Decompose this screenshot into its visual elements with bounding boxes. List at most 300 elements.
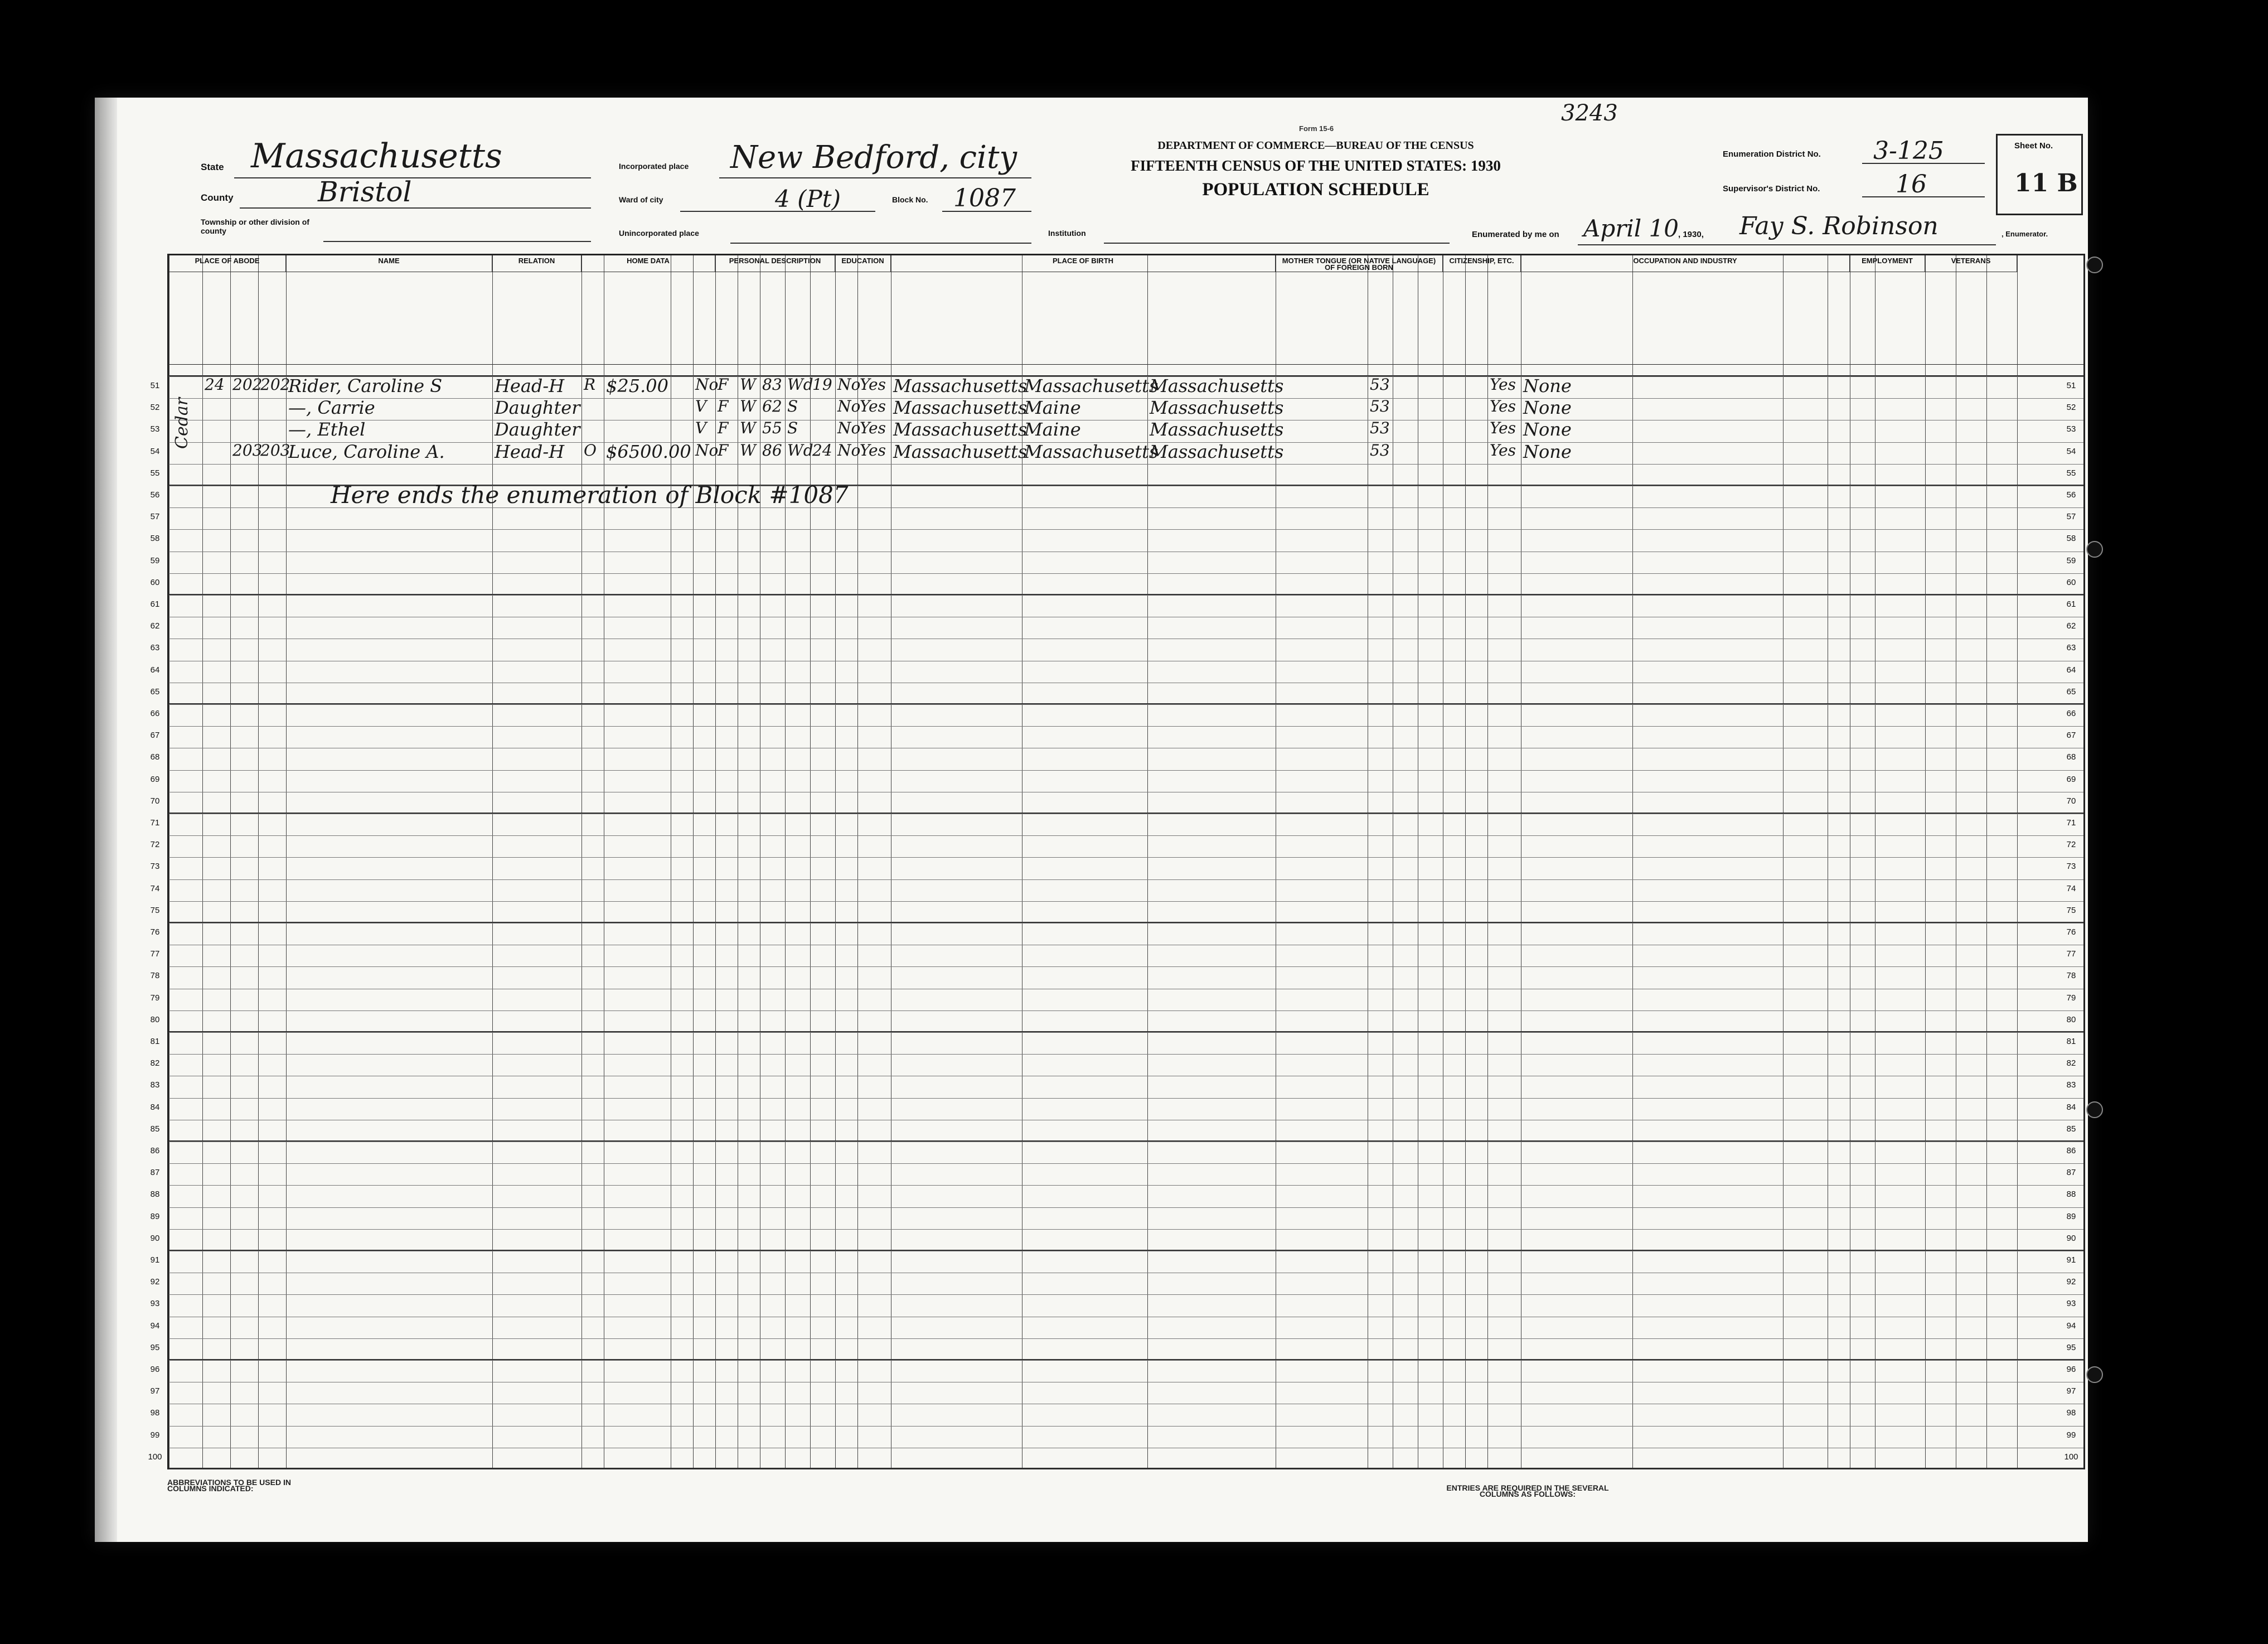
line-number: 59	[2066, 555, 2076, 565]
table-row	[169, 1317, 2083, 1338]
line-number: 65	[150, 686, 160, 697]
table-row	[169, 1032, 2083, 1054]
cell-read: Yes	[860, 441, 886, 460]
table-row	[169, 1294, 2083, 1316]
line-number: 60	[150, 577, 160, 587]
column-number	[1443, 365, 1465, 376]
cell-name: Luce, Caroline A.	[288, 441, 445, 462]
line-number: 58	[150, 534, 160, 544]
enum-district-label: Enumeration District No.	[1723, 149, 1821, 159]
line-number: 85	[2066, 1124, 2076, 1134]
cell-school: No	[837, 375, 861, 394]
form-number: Form 15-6	[1299, 124, 1334, 133]
table-row	[169, 1382, 2083, 1404]
table-row	[169, 1185, 2083, 1207]
line-number: 71	[150, 818, 160, 828]
cell-occupation: None	[1523, 397, 1572, 419]
column-number	[1147, 365, 1276, 376]
cell-read: Yes	[860, 397, 886, 416]
cell-race: W	[740, 419, 756, 438]
cell-sex: F	[718, 375, 729, 394]
column-number	[835, 365, 857, 376]
line-number: 67	[2066, 731, 2076, 741]
enumerator-name: Fay S. Robinson	[1739, 212, 1939, 240]
cell-english: Yes	[1490, 419, 1516, 438]
line-number: 51	[2066, 381, 2076, 390]
line-number: 93	[150, 1299, 160, 1309]
cell-birth: Massachusetts	[893, 441, 1028, 462]
column-number	[1022, 365, 1147, 376]
cell-age: 55	[762, 419, 782, 438]
column-group-heading: CITIZENSHIP, ETC.	[1443, 255, 1521, 272]
line-number: 90	[150, 1233, 160, 1243]
supervisor-label: Supervisor's District No.	[1723, 184, 1820, 194]
column-number	[230, 365, 258, 376]
line-number: 74	[150, 883, 160, 893]
cell-birth: Massachusetts	[893, 397, 1028, 419]
column-number	[738, 365, 760, 376]
column-number	[857, 365, 891, 376]
column-number	[1521, 365, 1632, 376]
line-number: 59	[150, 555, 160, 565]
table-row	[169, 683, 2083, 704]
line-number: 80	[2066, 1014, 2076, 1024]
line-number: 57	[2066, 512, 2076, 522]
cell-mother-birth: Massachusetts	[1150, 375, 1284, 397]
line-number: 92	[150, 1277, 160, 1287]
line-number: 63	[150, 643, 160, 653]
line-number: 99	[2066, 1430, 2076, 1440]
table-row	[169, 1076, 2083, 1097]
line-number: 63	[2066, 643, 2076, 653]
table-row	[169, 901, 2083, 923]
cell-sex: F	[718, 419, 729, 438]
table-row	[169, 1404, 2083, 1425]
table-row	[169, 420, 2083, 442]
township-label: Township or other division of county	[201, 217, 309, 235]
table-row	[169, 1010, 2083, 1032]
census-title: FIFTEENTH CENSUS OF THE UNITED STATES: 1930	[1131, 157, 1501, 174]
line-number: 88	[150, 1190, 160, 1200]
cell-read: Yes	[860, 419, 886, 438]
line-number: 53	[2066, 424, 2076, 434]
table-row	[169, 1054, 2083, 1076]
table-row	[169, 1120, 2083, 1142]
cell-birth: Massachusetts	[893, 375, 1028, 397]
unincorporated-label: Unincorporated place	[619, 229, 699, 238]
column-group-heading: EDUCATION	[835, 255, 891, 272]
column-group-heading: PERSONAL DESCRIPTION	[715, 255, 835, 272]
column-number	[1783, 365, 1828, 376]
table-row	[169, 1251, 2083, 1273]
cell-mother-birth: Massachusetts	[1150, 397, 1284, 419]
cell-house: 24	[205, 375, 225, 394]
cell-family: 202	[260, 375, 290, 394]
cell-relation: Head-H	[495, 375, 565, 397]
cell-dwelling: 202	[232, 375, 263, 394]
table-row	[169, 1163, 2083, 1185]
cell-marital: Wd	[787, 441, 813, 460]
table-row	[169, 792, 2083, 814]
line-number: 100	[148, 1452, 162, 1462]
table-row	[169, 595, 2083, 617]
column-number	[169, 365, 202, 376]
cell-race: W	[740, 375, 756, 394]
column-number	[286, 365, 492, 376]
column-group-heading: OCCUPATION AND INDUSTRY	[1521, 255, 1850, 272]
column-number	[891, 365, 1022, 376]
column-number	[1487, 365, 1521, 376]
table-row	[169, 639, 2083, 660]
table-row	[169, 1448, 2083, 1469]
line-number: 62	[2066, 621, 2076, 631]
table-row	[169, 1229, 2083, 1251]
line-number: 96	[2066, 1365, 2076, 1374]
cell-name: —, Carrie	[288, 397, 375, 419]
cell-relation: Daughter	[495, 397, 580, 419]
column-number	[1368, 365, 1393, 376]
table-row	[169, 1142, 2083, 1163]
table-row	[169, 1273, 2083, 1294]
column-number	[492, 365, 581, 376]
cell-english: Yes	[1490, 397, 1516, 416]
enumerated-label: Enumerated by me on	[1472, 230, 1559, 239]
column-number	[1875, 365, 1925, 376]
sheet-box	[1996, 134, 2083, 215]
cell-street-name: Cedar	[172, 397, 192, 449]
cell-school: No	[837, 441, 861, 460]
cell-birth: Massachusetts	[893, 419, 1028, 441]
table-row	[169, 1360, 2083, 1382]
stamp-number: 3243	[1561, 100, 1618, 126]
cell-family: 203	[260, 441, 290, 460]
line-number: 68	[150, 752, 160, 762]
table-row	[169, 704, 2083, 726]
line-number: 56	[2066, 490, 2076, 500]
binder-hole	[2086, 541, 2103, 558]
cell-race: W	[740, 441, 756, 460]
line-number: 70	[2066, 796, 2076, 806]
cell-english: Yes	[1490, 375, 1516, 394]
table-row	[169, 573, 2083, 595]
line-number: 54	[150, 446, 160, 456]
line-number: 72	[150, 840, 160, 850]
cell-value: $25.00	[606, 375, 668, 397]
cell-age-marr: 24	[812, 441, 832, 460]
line-number: 78	[2066, 971, 2076, 981]
enumerated-year: , 1930,	[1678, 230, 1704, 239]
cell-value: $6500.00	[606, 441, 691, 462]
line-number: 52	[2066, 403, 2076, 413]
column-number	[1276, 365, 1368, 376]
line-number: 91	[2066, 1255, 2076, 1265]
block-value: 1087	[953, 184, 1016, 212]
line-number: 89	[150, 1211, 160, 1221]
column-number	[785, 365, 810, 376]
state-label: State	[201, 162, 224, 172]
line-number: 62	[150, 621, 160, 631]
column-number	[1850, 365, 1875, 376]
cell-age: 86	[762, 441, 782, 460]
column-number	[258, 365, 286, 376]
line-number: 64	[150, 665, 160, 675]
line-number: 55	[2066, 468, 2076, 478]
column-number	[581, 365, 604, 376]
line-number: 79	[150, 993, 160, 1003]
line-number: 75	[2066, 905, 2076, 915]
line-number: 75	[150, 905, 160, 915]
schedule-title: POPULATION SCHEDULE	[1202, 180, 1429, 200]
table-row	[169, 966, 2083, 988]
sheet-value: 11 B	[2014, 169, 2078, 197]
table-row	[169, 923, 2083, 945]
binder-hole	[2086, 257, 2103, 273]
line-number: 94	[150, 1321, 160, 1331]
column-number	[604, 365, 671, 376]
line-number: 65	[2066, 686, 2076, 697]
line-number: 76	[2066, 927, 2076, 937]
cell-mother-birth: Massachusetts	[1150, 419, 1284, 441]
cell-occupation: None	[1523, 441, 1572, 462]
line-number: 93	[2066, 1299, 2076, 1309]
department-title: DEPARTMENT OF COMMERCE—BUREAU OF THE CENSUS	[1157, 139, 1474, 152]
cell-father-birth: Massachusetts	[1024, 375, 1159, 397]
line-number: 61	[150, 599, 160, 609]
line-number: 70	[150, 796, 160, 806]
column-number	[810, 365, 835, 376]
table-row	[169, 552, 2083, 573]
column-group-heading: RELATION	[492, 255, 581, 272]
cell-code: 53	[1370, 375, 1390, 394]
sheet-footer	[167, 1475, 2085, 1531]
line-number: 69	[2066, 774, 2076, 784]
table-row	[169, 835, 2083, 857]
cell-farm: No	[695, 375, 719, 394]
cell-farm: No	[695, 441, 719, 460]
line-number: 82	[2066, 1058, 2076, 1068]
cell-mother-birth: Massachusetts	[1150, 441, 1284, 462]
cell-sex: F	[718, 397, 729, 416]
line-number: 64	[2066, 665, 2076, 675]
sheet-label: Sheet No.	[2014, 141, 2053, 151]
binder-hole	[2086, 1366, 2103, 1383]
table-row	[169, 814, 2083, 835]
enumerator-suffix: , Enumerator.	[2002, 230, 2048, 238]
table-row	[169, 945, 2083, 966]
line-number: 73	[150, 862, 160, 872]
line-number: 67	[150, 731, 160, 741]
cell-code: 53	[1370, 419, 1390, 438]
line-number: 84	[2066, 1102, 2076, 1112]
cell-relation: Daughter	[495, 419, 580, 441]
line-number: 84	[150, 1102, 160, 1112]
cell-father-birth: Maine	[1024, 419, 1081, 441]
cell-father-birth: Maine	[1024, 397, 1081, 419]
column-number	[1986, 365, 2017, 376]
cell-school: No	[837, 397, 861, 416]
column-group-heading: PLACE OF ABODE	[169, 255, 286, 272]
cell-school: No	[837, 419, 861, 438]
column-number	[671, 365, 693, 376]
end-of-block-note: Here ends the enumeration of Block #1087	[331, 481, 849, 509]
binder-hole	[2086, 1101, 2103, 1118]
state-value: Massachusetts	[251, 137, 502, 176]
line-number: 95	[150, 1342, 160, 1352]
cell-code: 53	[1370, 441, 1390, 460]
table-row	[169, 857, 2083, 879]
cell-farm: V	[695, 419, 707, 438]
table-row	[169, 398, 2083, 420]
line-number: 77	[150, 949, 160, 959]
table-row	[169, 1098, 2083, 1120]
line-number: 86	[150, 1146, 160, 1155]
abbreviations-title: ABBREVIATIONS TO BE USED IN COLUMNS INDICATED:	[167, 1478, 291, 1493]
column-group-heading: HOME DATA	[581, 255, 715, 272]
entries-title: ENTRIES ARE REQUIRED IN THE SEVERAL COLUMNS AS FOLLOWS:	[1446, 1483, 1609, 1498]
cell-marital: Wd	[787, 375, 813, 394]
cell-code: 53	[1370, 397, 1390, 416]
line-number: 98	[2066, 1408, 2076, 1418]
table-row	[169, 617, 2083, 639]
column-number	[202, 365, 230, 376]
table-row	[169, 989, 2083, 1010]
line-number: 81	[150, 1037, 160, 1046]
line-number: 55	[150, 468, 160, 478]
table-row	[169, 1207, 2083, 1229]
column-group-heading: NAME	[286, 255, 492, 272]
cell-tenure: O	[584, 441, 597, 460]
line-number: 89	[2066, 1211, 2076, 1221]
line-number: 100	[2064, 1452, 2078, 1462]
supervisor-value: 16	[1896, 170, 1927, 199]
line-number: 74	[2066, 883, 2076, 893]
line-number: 79	[2066, 993, 2076, 1003]
line-number: 82	[150, 1058, 160, 1068]
line-number: 66	[2066, 709, 2076, 718]
line-number: 98	[150, 1408, 160, 1418]
line-number: 73	[2066, 862, 2076, 872]
line-number: 53	[150, 424, 160, 434]
table-row	[169, 1426, 2083, 1448]
line-number: 95	[2066, 1342, 2076, 1352]
cell-marital: S	[787, 419, 798, 438]
column-number	[760, 365, 785, 376]
line-number: 85	[150, 1124, 160, 1134]
county-value: Bristol	[318, 176, 412, 208]
enumerated-date: April 10	[1583, 215, 1679, 242]
cell-father-birth: Massachusetts	[1024, 441, 1159, 462]
line-number: 69	[150, 774, 160, 784]
column-group-heading: MOTHER TONGUE (OR NATIVE LANGUAGE) OF FOREIGN BORN	[1276, 255, 1443, 272]
line-number: 61	[2066, 599, 2076, 609]
line-number: 94	[2066, 1321, 2076, 1331]
line-number: 54	[2066, 446, 2076, 456]
line-number: 80	[150, 1014, 160, 1024]
cell-name: Rider, Caroline S	[288, 375, 443, 397]
cell-marital: S	[787, 397, 798, 416]
cell-name: —, Ethel	[288, 419, 366, 441]
cell-farm: V	[695, 397, 707, 416]
column-number	[1956, 365, 1986, 376]
column-number	[1925, 365, 1956, 376]
county-label: County	[201, 192, 234, 203]
cell-age: 62	[762, 397, 782, 416]
table-row	[169, 661, 2083, 683]
enum-district-value: 3-125	[1873, 137, 1944, 165]
cell-age-marr: 19	[812, 375, 832, 394]
line-number: 99	[150, 1430, 160, 1440]
line-number: 96	[150, 1365, 160, 1374]
column-group-heading: EMPLOYMENT	[1850, 255, 1925, 272]
line-number: 76	[150, 927, 160, 937]
table-row	[169, 748, 2083, 770]
census-table	[148, 254, 2085, 1469]
column-number	[1632, 365, 1783, 376]
column-group-heading: PLACE OF BIRTH	[891, 255, 1276, 272]
column-number	[1465, 365, 1487, 376]
table-row	[169, 770, 2083, 792]
ward-label: Ward of city	[619, 195, 663, 204]
cell-relation: Head-H	[495, 441, 565, 462]
line-number: 91	[150, 1255, 160, 1265]
block-label: Block No.	[892, 195, 928, 204]
cell-occupation: None	[1523, 419, 1572, 441]
column-number	[1828, 365, 1850, 376]
cell-age: 83	[762, 375, 782, 394]
page-edge-shadow	[95, 98, 117, 1542]
cell-tenure: R	[584, 375, 596, 394]
line-number: 56	[150, 490, 160, 500]
column-number	[1418, 365, 1443, 376]
line-number: 97	[2066, 1386, 2076, 1396]
line-number: 77	[2066, 949, 2076, 959]
line-number: 92	[2066, 1277, 2076, 1287]
column-group-heading: VETERANS	[1925, 255, 2017, 272]
cell-english: Yes	[1490, 441, 1516, 460]
incorporated-label: Incorporated place	[619, 162, 689, 171]
ward-value: 4 (Pt)	[775, 185, 841, 212]
line-number: 52	[150, 403, 160, 413]
line-number: 68	[2066, 752, 2076, 762]
cell-occupation: None	[1523, 375, 1572, 397]
line-number: 87	[2066, 1168, 2076, 1178]
line-number: 83	[2066, 1080, 2076, 1090]
cell-race: W	[740, 397, 756, 416]
line-number: 97	[150, 1386, 160, 1396]
table-row	[169, 1338, 2083, 1360]
incorporated-value: New Bedford, city	[730, 139, 1017, 176]
line-number: 90	[2066, 1233, 2076, 1243]
line-number: 88	[2066, 1190, 2076, 1200]
line-number: 78	[150, 971, 160, 981]
line-number: 71	[2066, 818, 2076, 828]
line-number: 60	[2066, 577, 2076, 587]
line-number: 86	[2066, 1146, 2076, 1155]
line-number: 87	[150, 1168, 160, 1178]
institution-label: Institution	[1048, 229, 1086, 238]
line-number: 66	[150, 709, 160, 718]
table-row	[169, 507, 2083, 529]
cell-sex: F	[718, 441, 729, 460]
table-row	[169, 726, 2083, 748]
column-number	[715, 365, 738, 376]
line-number: 51	[150, 381, 160, 390]
table-row	[169, 879, 2083, 901]
line-number: 58	[2066, 534, 2076, 544]
line-number: 72	[2066, 840, 2076, 850]
cell-dwelling: 203	[232, 441, 263, 460]
table-row	[169, 529, 2083, 551]
